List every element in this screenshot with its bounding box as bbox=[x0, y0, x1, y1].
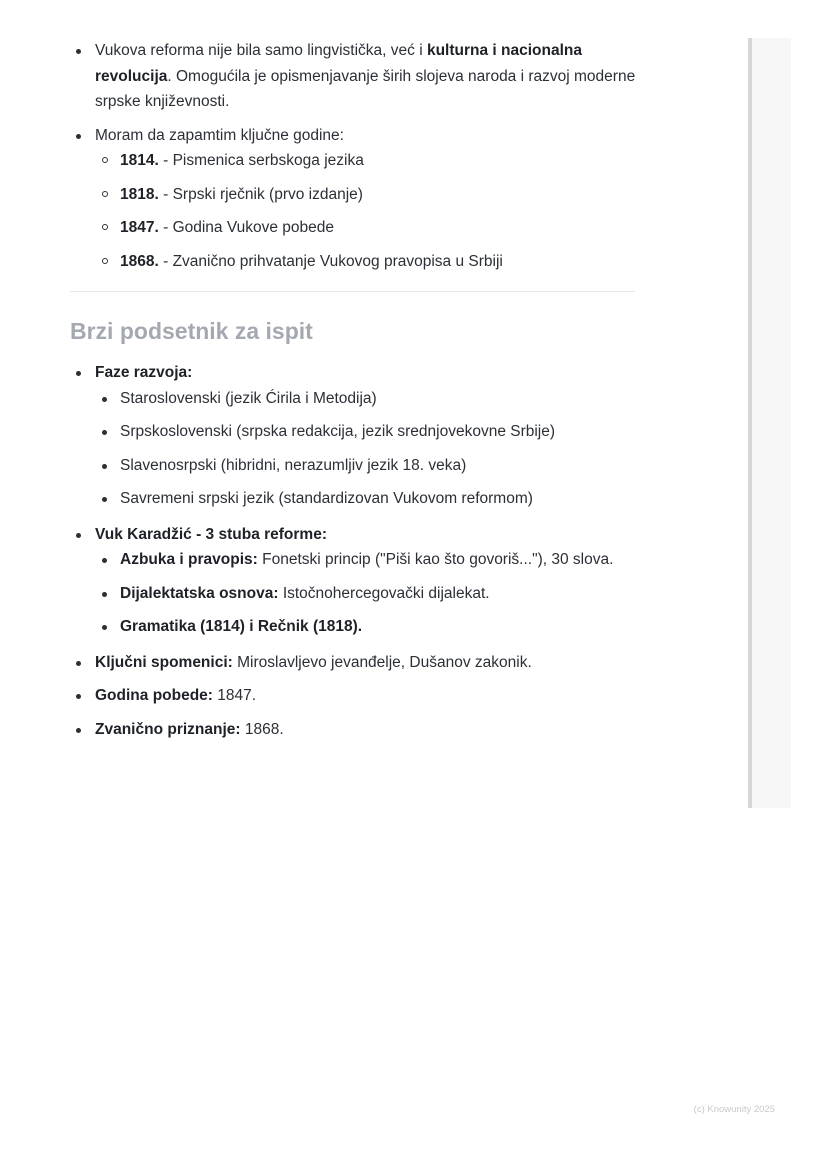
text: 1868. bbox=[240, 720, 284, 738]
year-desc: - Godina Vukove pobede bbox=[158, 219, 335, 236]
year-desc: - Zvanično prihvatanje Vukovog pravopisa u Srbiji bbox=[158, 252, 503, 270]
document-content bbox=[70, 38, 640, 742]
text: Moram da zapamtim ključne godine: bbox=[95, 126, 344, 144]
text: Vukova reforma nije bila samo lingvistička, već i bbox=[95, 42, 427, 59]
text: Istočnohercegovački dijalekat. bbox=[278, 584, 490, 602]
footer-copyright: (c) Knowunity 2025 bbox=[693, 1104, 775, 1115]
list-item bbox=[70, 123, 640, 275]
phase-item: Staroslovenski (jezik Ćirila i Metodija) bbox=[95, 386, 640, 412]
reminder-list bbox=[70, 360, 640, 742]
bold-label: Ključni spomenici: bbox=[95, 653, 233, 671]
phases-list bbox=[95, 386, 640, 512]
list-item-fact bbox=[70, 717, 640, 743]
year-item bbox=[95, 249, 640, 275]
year-desc: - Srpski rječnik (prvo izdanje) bbox=[158, 185, 363, 203]
pillar-item bbox=[95, 581, 640, 607]
year: 1868. bbox=[120, 252, 159, 270]
text: Fonetski princip ("Piši kao što govoriš..."), 30 slova. bbox=[257, 551, 614, 568]
section-heading: Brzi podsetnik za ispit bbox=[70, 318, 313, 344]
bold-label: Godina pobede: bbox=[95, 687, 213, 704]
pillar-item bbox=[95, 547, 640, 573]
year: 1818. bbox=[120, 185, 159, 203]
year-desc: - Pismenica serbskoga jezika bbox=[158, 152, 364, 169]
divider bbox=[70, 291, 635, 292]
list-item bbox=[70, 38, 640, 115]
bold-label: Zvanično priznanje: bbox=[95, 720, 241, 738]
list-item-fact bbox=[70, 683, 640, 709]
phase-item: Srpskoslovenski (srpska redakcija, jezik srednjovekovne Srbije) bbox=[95, 419, 640, 445]
bold-label: Vuk Karadžić - 3 stuba reforme: bbox=[95, 525, 327, 543]
year-item bbox=[95, 148, 640, 174]
text: . Omogućila je opismenjavanje širih slojeva naroda i razvoj moderne srpske književnosti. bbox=[95, 67, 636, 110]
list-item-fact bbox=[70, 650, 640, 676]
key-years-list bbox=[95, 148, 640, 274]
phase-item: Savremeni srpski jezik (standardizovan Vukovom reformom) bbox=[95, 486, 640, 512]
intro-list bbox=[70, 38, 640, 274]
year: 1814. bbox=[120, 152, 159, 169]
year-item bbox=[95, 182, 640, 208]
year-item bbox=[95, 215, 640, 241]
bold-label: Dijalektatska osnova: bbox=[120, 584, 279, 602]
pillar-item bbox=[95, 614, 640, 640]
bold-label: Gramatika (1814) i Rečnik (1818). bbox=[120, 618, 363, 635]
bold-text: kulturna i nacionalna revolucija bbox=[95, 42, 582, 85]
bold-label: Azbuka i pravopis: bbox=[120, 551, 258, 568]
phase-item: Slavenosrpski (hibridni, nerazumljiv jezik 18. veka) bbox=[95, 453, 640, 479]
text: 1847. bbox=[212, 687, 257, 704]
side-panel bbox=[748, 38, 791, 808]
pillars-list bbox=[95, 547, 640, 640]
list-item-vuk bbox=[70, 522, 640, 640]
list-item-phases bbox=[70, 360, 640, 512]
year: 1847. bbox=[120, 219, 159, 236]
bold-label: Faze razvoja: bbox=[95, 364, 193, 381]
text: Miroslavljevo jevanđelje, Dušanov zakonik. bbox=[232, 653, 532, 671]
